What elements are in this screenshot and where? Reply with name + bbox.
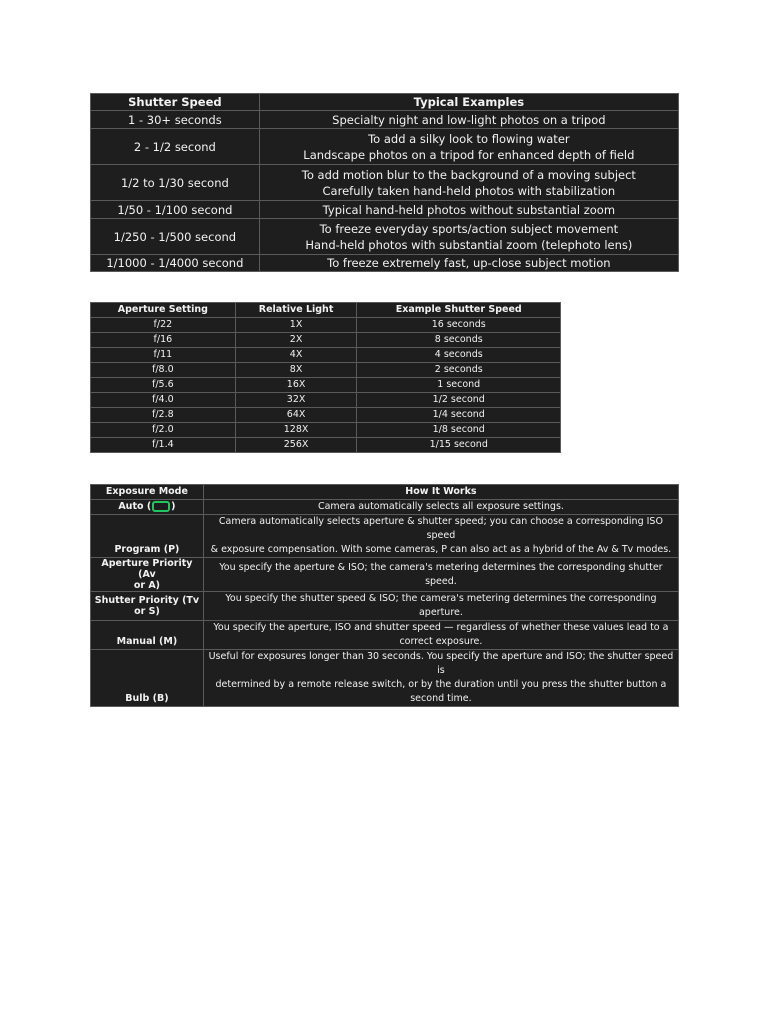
table-row	[91, 500, 679, 515]
column-header: Relative Light	[235, 303, 357, 318]
mode-aperture-priority-cell	[91, 558, 204, 592]
example-cell: Specialty night and low-light photos on a tripod	[259, 111, 678, 129]
example-cell: To freeze extremely fast, up-close subject motion	[259, 255, 678, 272]
how-it-works-cell: You specify the aperture & ISO; the camera's metering determines the corresponding shutter speed.	[203, 558, 678, 592]
shutter-speed-cell: 1/4 second	[357, 408, 561, 423]
table-row	[91, 318, 561, 333]
shutter-speed-cell: 1/250 - 1/500 second	[91, 219, 260, 255]
table-row	[91, 348, 561, 363]
table-row	[91, 393, 561, 408]
how-it-works-cell	[203, 650, 678, 707]
example-line: Carefully taken hand-held photos with stabilization	[322, 183, 616, 198]
column-header: Example Shutter Speed	[357, 303, 561, 318]
description-line: correct exposure.	[399, 636, 483, 647]
table-row	[91, 592, 679, 621]
aperture-cell: f/5.6	[91, 378, 236, 393]
example-line: To add motion blur to the background of a moving subject	[301, 167, 636, 182]
table-row	[91, 558, 679, 592]
relative-light-cell: 16X	[235, 378, 357, 393]
shutter-speed-cell: 1 second	[357, 378, 561, 393]
mode-auto-cell	[91, 500, 204, 515]
table-row	[91, 111, 679, 129]
description-line: You specify the aperture, ISO and shutter speed — regardless of whether these values lead to a	[213, 622, 669, 633]
mode-manual-cell: Manual (M)	[91, 621, 204, 650]
example-line: Hand-held photos with substantial zoom (telephoto lens)	[305, 237, 633, 252]
column-header: Exposure Mode	[91, 485, 204, 500]
table-row	[91, 363, 561, 378]
table-header-row	[91, 485, 679, 500]
shutter-speed-cell: 8 seconds	[357, 333, 561, 348]
table-header-row	[91, 303, 561, 318]
aperture-cell: f/8.0	[91, 363, 236, 378]
aperture-cell: f/2.8	[91, 408, 236, 423]
mode-label: )	[171, 501, 176, 512]
example-line: Landscape photos on a tripod for enhanced depth of field	[303, 147, 635, 162]
relative-light-cell: 256X	[235, 438, 357, 453]
example-cell	[259, 219, 678, 255]
table-row	[91, 423, 561, 438]
relative-light-cell: 32X	[235, 393, 357, 408]
table-row	[91, 621, 679, 650]
mode-label-line: Aperture Priority (Av	[101, 558, 193, 580]
mode-bulb-cell: Bulb (B)	[91, 650, 204, 707]
example-line: To add a silky look to flowing water	[368, 131, 570, 146]
relative-light-cell: 4X	[235, 348, 357, 363]
table-row	[91, 129, 679, 165]
column-header: Aperture Setting	[91, 303, 236, 318]
example-line: To freeze everyday sports/action subject movement	[319, 221, 619, 236]
shutter-speed-cell: 1 - 30+ seconds	[91, 111, 260, 129]
aperture-cell: f/22	[91, 318, 236, 333]
shutter-speed-cell: 1/2 to 1/30 second	[91, 165, 260, 201]
how-it-works-cell: You specify the shutter speed & ISO; the camera's metering determines the corresponding aperture.	[203, 592, 678, 621]
how-it-works-cell	[203, 515, 678, 558]
aperture-cell: f/11	[91, 348, 236, 363]
shutter-speed-cell: 1/8 second	[357, 423, 561, 438]
relative-light-cell: 2X	[235, 333, 357, 348]
description-line: determined by a remote release switch, or by the duration until you press the shutter button a	[215, 679, 667, 690]
shutter-speed-cell: 1/15 second	[357, 438, 561, 453]
shutter-speed-cell: 1/2 second	[357, 393, 561, 408]
mode-program-cell: Program (P)	[91, 515, 204, 558]
table-row	[91, 378, 561, 393]
column-header: Typical Examples	[259, 94, 678, 111]
shutter-speed-table	[90, 93, 679, 272]
shutter-speed-cell: 1/50 - 1/100 second	[91, 201, 260, 219]
table-row	[91, 219, 679, 255]
how-it-works-cell: Camera automatically selects all exposure settings.	[203, 500, 678, 515]
aperture-cell: f/16	[91, 333, 236, 348]
shutter-speed-cell: 4 seconds	[357, 348, 561, 363]
aperture-cell: f/4.0	[91, 393, 236, 408]
mode-label-line: or S)	[134, 606, 160, 617]
table-header-row	[91, 94, 679, 111]
aperture-cell: f/1.4	[91, 438, 236, 453]
table-row	[91, 201, 679, 219]
example-cell	[259, 129, 678, 165]
mode-label-line: Shutter Priority (Tv	[94, 595, 200, 606]
shutter-speed-cell: 16 seconds	[357, 318, 561, 333]
description-line: Camera automatically selects aperture & shutter speed; you can choose a corresponding ISO speed	[218, 516, 663, 541]
how-it-works-cell	[203, 621, 678, 650]
relative-light-cell: 1X	[235, 318, 357, 333]
table-row	[91, 650, 679, 707]
description-line: second time.	[410, 693, 472, 704]
aperture-cell: f/2.0	[91, 423, 236, 438]
shutter-speed-cell: 1/1000 - 1/4000 second	[91, 255, 260, 272]
table-row	[91, 255, 679, 272]
column-header: Shutter Speed	[91, 94, 260, 111]
aperture-table	[90, 302, 561, 453]
example-cell	[259, 165, 678, 201]
description-line: Useful for exposures longer than 30 seconds. You specify the aperture and ISO; the shutter speed is	[208, 651, 674, 676]
column-header: How It Works	[203, 485, 678, 500]
mode-label-line: or A)	[133, 580, 161, 591]
table-row	[91, 515, 679, 558]
relative-light-cell: 128X	[235, 423, 357, 438]
exposure-mode-table	[90, 484, 679, 707]
mode-shutter-priority-cell	[91, 592, 204, 621]
green-camera-mode-icon	[152, 501, 170, 512]
mode-label: Auto (	[118, 501, 152, 512]
shutter-speed-cell: 2 seconds	[357, 363, 561, 378]
description-line: & exposure compensation. With some cameras, P can also act as a hybrid of the Av & Tv modes.	[210, 544, 672, 555]
table-row	[91, 165, 679, 201]
table-row	[91, 333, 561, 348]
relative-light-cell: 64X	[235, 408, 357, 423]
example-cell: Typical hand-held photos without substantial zoom	[259, 201, 678, 219]
relative-light-cell: 8X	[235, 363, 357, 378]
shutter-speed-cell: 2 - 1/2 second	[91, 129, 260, 165]
table-row	[91, 408, 561, 423]
table-row	[91, 438, 561, 453]
